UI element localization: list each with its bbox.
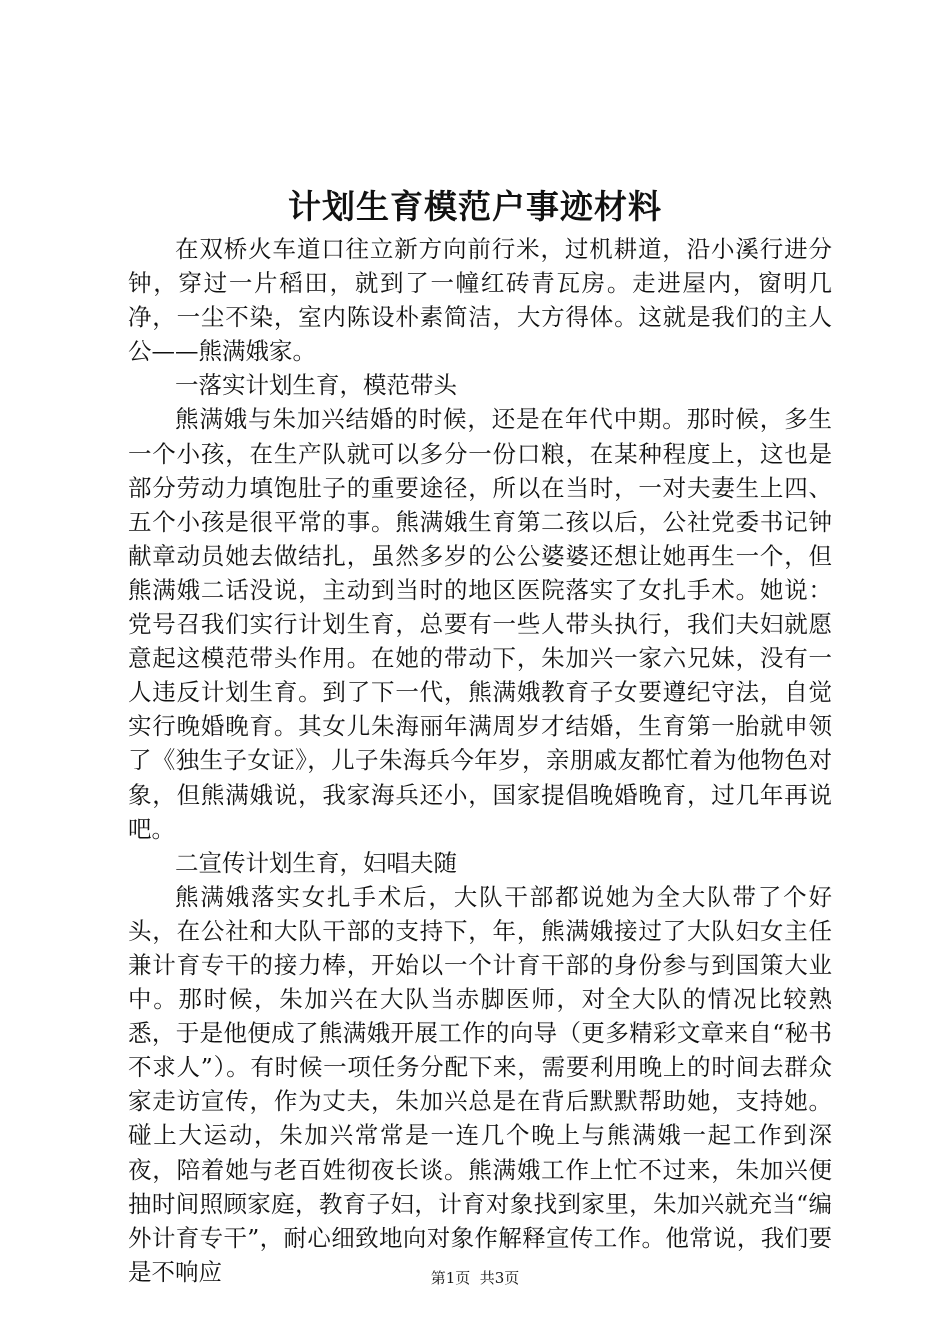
page-footer [0,1268,950,1288]
section-heading-1: 一落实计划生育，模范带头 [175,371,457,400]
intro-paragraph: 在双桥火车道口往立新方向前行米，过机耕道，沿小溪行进分钟，穿过一片稻田，就到了一幢红砖青瓦房。走进屋内，窗明几净，一尘不染，室内陈设朴素简洁，大方得体。这就是我们的主人公——熊满娥家。 [128,235,832,366]
page-number-label: 第1页 共3页 [430,1269,520,1287]
document-body [128,232,832,1289]
section-heading-2: 二宣传计划生育，妇唱夫随 [175,848,457,877]
section-2-paragraph: 熊满娥落实女扎手术后，大队干部都说她为全大队带了个好头，在公社和大队干部的支持下，年，熊满娥接过了大队妇女主任兼计育专干的接力棒，开始以一个计育干部的身份参与到国策大业中。那时候，朱加兴在大队当赤脚医师，对全大队的情况比较熟悉，于是他便成了熊满娥开展工作的向导（更多精彩文章来自“秘书不求人”）。有时候一项任务分配下来，需要利用晚上的时间去群众家走访宣传，作为丈夫，朱加兴总是在背后默默帮助她，支持她。碰上大运动，朱加兴常常是一连几个晚上与熊满娥一起工作到深夜，陪着她与老百姓彻夜长谈。熊满娥工作上忙不过来，朱加兴便抽时间照顾家庭，教育子妇，计育对象找到家里，朱加兴就充当“编外计育专干”，耐心细致地向对象作解释宣传工作。他常说，我们要是不响应 [128,882,832,1286]
section-1-paragraph: 熊满娥与朱加兴结婚的时候，还是在年代中期。那时候，多生一个小孩，在生产队就可以多分一份口粮，在某种程度上，这也是部分劳动力填饱肚子的重要途径，所以在当时，一对夫妻生上四、五个小孩是很平常的事。熊满娥生育第二孩以后，公社党委书记钟献章动员她去做结扎，虽然多岁的公公婆婆还想让她再生一个，但熊满娥二话没说，主动到当时的地区医院落实了女扎手术。她说：党号召我们实行计划生育，总要有一些人带头执行，我们夫妇就愿意起这模范带头作用。在她的带动下，朱加兴一家六兄妹，没有一人违反计划生育。到了下一代，熊满娥教育子女要遵纪守法，自觉实行晚婚晚育。其女儿朱海丽年满周岁才结婚，生育第一胎就申领了《独生子女证》，儿子朱海兵今年岁，亲朋戚友都忙着为他物色对象，但熊满娥说，我家海兵还小，国家提倡晚婚晚育，过几年再说吧。 [128,405,832,843]
document-title: 计划生育模范户事迹材料 [288,187,662,226]
